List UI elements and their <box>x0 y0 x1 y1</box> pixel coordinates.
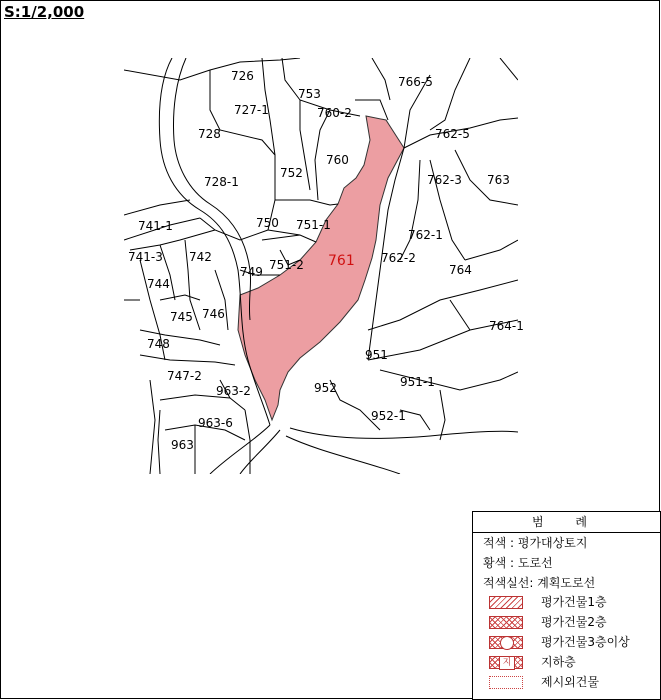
legend-box <box>472 511 661 700</box>
basement-glyph: 지 <box>499 656 515 670</box>
basement-swatch <box>489 656 523 669</box>
other-building-swatch <box>489 676 523 689</box>
parcel-label: 763 <box>487 173 510 187</box>
legend-item-road: 황색 : 도로선 <box>483 556 553 570</box>
parcel-label: 762-3 <box>427 173 462 187</box>
parcel-label: 751-1 <box>296 218 331 232</box>
parcel-label: 963 <box>171 438 194 452</box>
parcel-label: 764 <box>449 263 472 277</box>
building-2f-swatch <box>489 616 523 629</box>
parcel-label: 762-2 <box>381 251 416 265</box>
parcel-label: 752 <box>280 166 303 180</box>
legend-symbol-label: 평가건물3층이상 <box>541 635 630 649</box>
parcel-label: 766-5 <box>398 75 433 89</box>
parcel-label: 753 <box>298 87 321 101</box>
parcel-label: 728-1 <box>204 175 239 189</box>
legend-symbol-label: 지하층 <box>541 655 576 669</box>
parcel-label: 726 <box>231 69 254 83</box>
parcel-label: 727-1 <box>234 103 269 117</box>
parcel-label: 744 <box>147 277 170 291</box>
parcel-label: 952 <box>314 381 337 395</box>
parcel-label: 750 <box>256 216 279 230</box>
parcel-label: 963-2 <box>216 384 251 398</box>
parcel-label: 745 <box>170 310 193 324</box>
parcel-label: 746 <box>202 307 225 321</box>
legend-symbol-label: 평가건물1층 <box>541 595 607 609</box>
parcel-label: 741-1 <box>138 219 173 233</box>
parcel-label: 764-1 <box>489 319 524 333</box>
parcel-label: 742 <box>189 250 212 264</box>
parcel-label: 952-1 <box>371 409 406 423</box>
parcel-label: 728 <box>198 127 221 141</box>
parcel-label: 751-2 <box>269 258 304 272</box>
parcel-label: 760-2 <box>317 106 352 120</box>
legend-item-planned-road: 적색실선: 계획도로선 <box>483 576 596 590</box>
legend-symbol-label: 평가건물2층 <box>541 615 607 629</box>
parcel-label: 748 <box>147 337 170 351</box>
legend-item-subject: 적색 : 평가대상토지 <box>483 536 588 550</box>
parcel-label: 963-6 <box>198 416 233 430</box>
subject-parcel-label: 761 <box>328 253 355 269</box>
parcel-label: 762-5 <box>435 127 470 141</box>
scale-label: S:1/2,000 <box>4 3 85 21</box>
circle-icon <box>500 636 514 650</box>
parcel-label: 760 <box>326 153 349 167</box>
parcel-label: 747-2 <box>167 369 202 383</box>
legend-title: 범 례 <box>473 512 660 533</box>
parcel-label: 951-1 <box>400 375 435 389</box>
parcel-label: 951 <box>365 348 388 362</box>
parcel-label: 749 <box>240 265 263 279</box>
building-1f-swatch <box>489 596 523 609</box>
legend-symbol-label: 제시외건물 <box>541 675 599 689</box>
parcel-label: 762-1 <box>408 228 443 242</box>
parcel-label: 741-3 <box>128 250 163 264</box>
building-3f-swatch <box>489 636 523 649</box>
